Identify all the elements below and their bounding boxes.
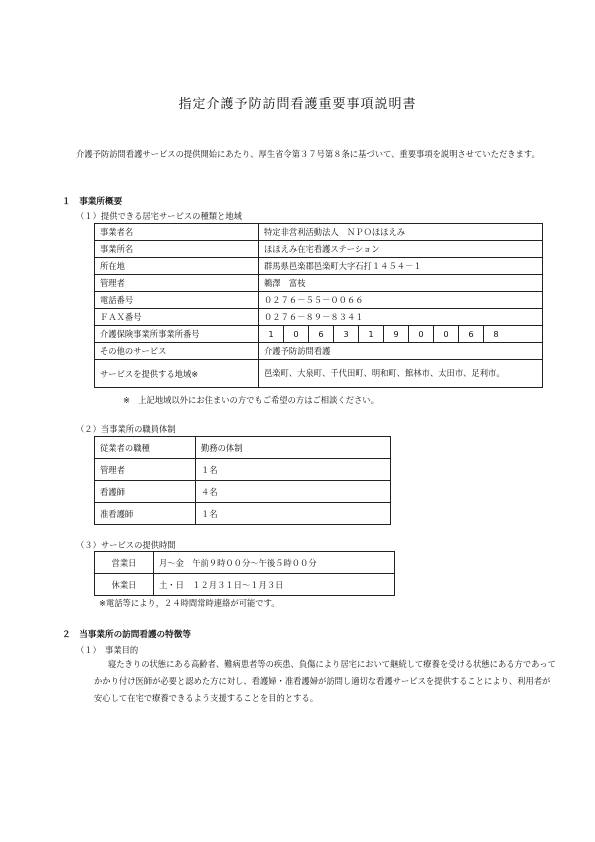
office-info-table bbox=[94, 223, 543, 388]
hours-key: 休業日 bbox=[95, 574, 154, 596]
staff-count: ４名 bbox=[196, 481, 391, 503]
provider-number-digit: 9 bbox=[384, 326, 409, 342]
section-2-heading: ２ 当事業所の訪問看護の特徴等 bbox=[62, 630, 191, 640]
table-row bbox=[95, 326, 543, 343]
hours-value: 土・日 １２月３１日～１月３日 bbox=[154, 574, 395, 596]
other-service-value: 介護予防訪問看護 bbox=[259, 343, 543, 360]
row-key: 所在地 bbox=[95, 258, 259, 275]
provider-number-label: 介護保険事業所事業所番号 bbox=[95, 326, 259, 343]
provider-number bbox=[259, 326, 543, 343]
intro-paragraph: 介護予防訪問看護サービスの提供開始にあたり、厚生省令第３７号第８条に基づいて、重要事項を説明させていただきます。 bbox=[76, 149, 540, 159]
row-value: 鵜澤 富枝 bbox=[259, 275, 543, 292]
staff-role: 看護師 bbox=[95, 481, 196, 503]
service-area-label: サービスを提供する地域※ bbox=[95, 360, 259, 388]
provider-number-digit: 1 bbox=[259, 326, 284, 342]
table-row bbox=[95, 503, 391, 525]
staff-count: １名 bbox=[196, 459, 391, 481]
table-row bbox=[95, 459, 391, 481]
table-row bbox=[95, 574, 395, 596]
provider-number-digit: 0 bbox=[409, 326, 434, 342]
section-2-sub-1: （１） 事業目的 bbox=[76, 645, 139, 655]
column-header: 従業者の職種 bbox=[95, 437, 196, 459]
provider-number-digit: 6 bbox=[309, 326, 334, 342]
row-value: 特定非営利活動法人 ＮＰＯほほえみ bbox=[259, 224, 543, 241]
table-row bbox=[95, 292, 543, 309]
row-key: 事業者名 bbox=[95, 224, 259, 241]
hours-value: 月～金 午前９時００分～午後５時００分 bbox=[154, 552, 395, 574]
section-1-sub-2: （２）当事業所の職員体制 bbox=[76, 424, 176, 434]
table-row bbox=[95, 275, 543, 292]
hours-note: ※電話等により，２４時間常時連絡が可能です。 bbox=[99, 598, 280, 608]
hours-table bbox=[94, 551, 395, 596]
provider-number-digit: 8 bbox=[493, 329, 499, 339]
table-row bbox=[95, 258, 543, 275]
hours-key: 営業日 bbox=[95, 552, 154, 574]
row-key: 管理者 bbox=[95, 275, 259, 292]
row-value: ０２７６－５５－００６６ bbox=[259, 292, 543, 309]
provider-number-digit: 1 bbox=[359, 326, 384, 342]
table-row bbox=[95, 309, 543, 326]
row-key: ＦＡＸ番号 bbox=[95, 309, 259, 326]
provider-number-digit: 3 bbox=[334, 326, 359, 342]
table-row bbox=[95, 360, 543, 388]
table-row bbox=[95, 224, 543, 241]
table-row bbox=[95, 552, 395, 574]
row-key: 事業所名 bbox=[95, 241, 259, 258]
provider-number-digit: 6 bbox=[459, 326, 484, 342]
row-key: 電話番号 bbox=[95, 292, 259, 309]
staff-count: １名 bbox=[196, 503, 391, 525]
section-1-heading: １ 事業所概要 bbox=[62, 197, 123, 207]
staff-role: 管理者 bbox=[95, 459, 196, 481]
staff-table bbox=[94, 436, 391, 525]
row-value: ほほえみ在宅看護ステーション bbox=[259, 241, 543, 258]
table-row bbox=[95, 343, 543, 360]
table-row bbox=[95, 241, 543, 258]
other-service-label: その他のサービス bbox=[95, 343, 259, 360]
provider-number-digit: 0 bbox=[284, 326, 309, 342]
page-title: 指定介護予防訪問看護重要事項説明書 bbox=[178, 97, 417, 112]
row-value: ０２７６－８９－８３４１ bbox=[259, 309, 543, 326]
table-row bbox=[95, 481, 391, 503]
area-note: ※ 上記地域以外にお住まいの方でもご希望の方はご相談ください。 bbox=[123, 395, 379, 405]
column-header: 勤務の体制 bbox=[196, 437, 391, 459]
row-value: 群馬県邑楽郡邑楽町大字石打１４５４－１ bbox=[259, 258, 543, 275]
provider-number-digit: 0 bbox=[434, 326, 459, 342]
section-1-sub-3: （３）サービスの提供時間 bbox=[76, 540, 176, 550]
purpose-paragraph: 寝たきりの状態にある高齢者、難病患者等の疾患、負傷により居宅において継続して療養を受ける状態にある方であってかかり付け医師が必要と認めた方に対し、看護婦・准看護婦が訪問し適切な看護サービスを提供することにより、利用者が安心して在宅で療養できるよう支援することを目的とする。 bbox=[94, 659, 556, 703]
staff-role: 准看護師 bbox=[95, 503, 196, 525]
table-header-row bbox=[95, 437, 391, 459]
section-1-sub-1: （１）提供できる居宅サービスの種類と地域 bbox=[76, 211, 242, 221]
service-area-value: 邑楽町、大泉町、千代田町、明和町、館林市、太田市、足利市。 bbox=[259, 360, 543, 388]
